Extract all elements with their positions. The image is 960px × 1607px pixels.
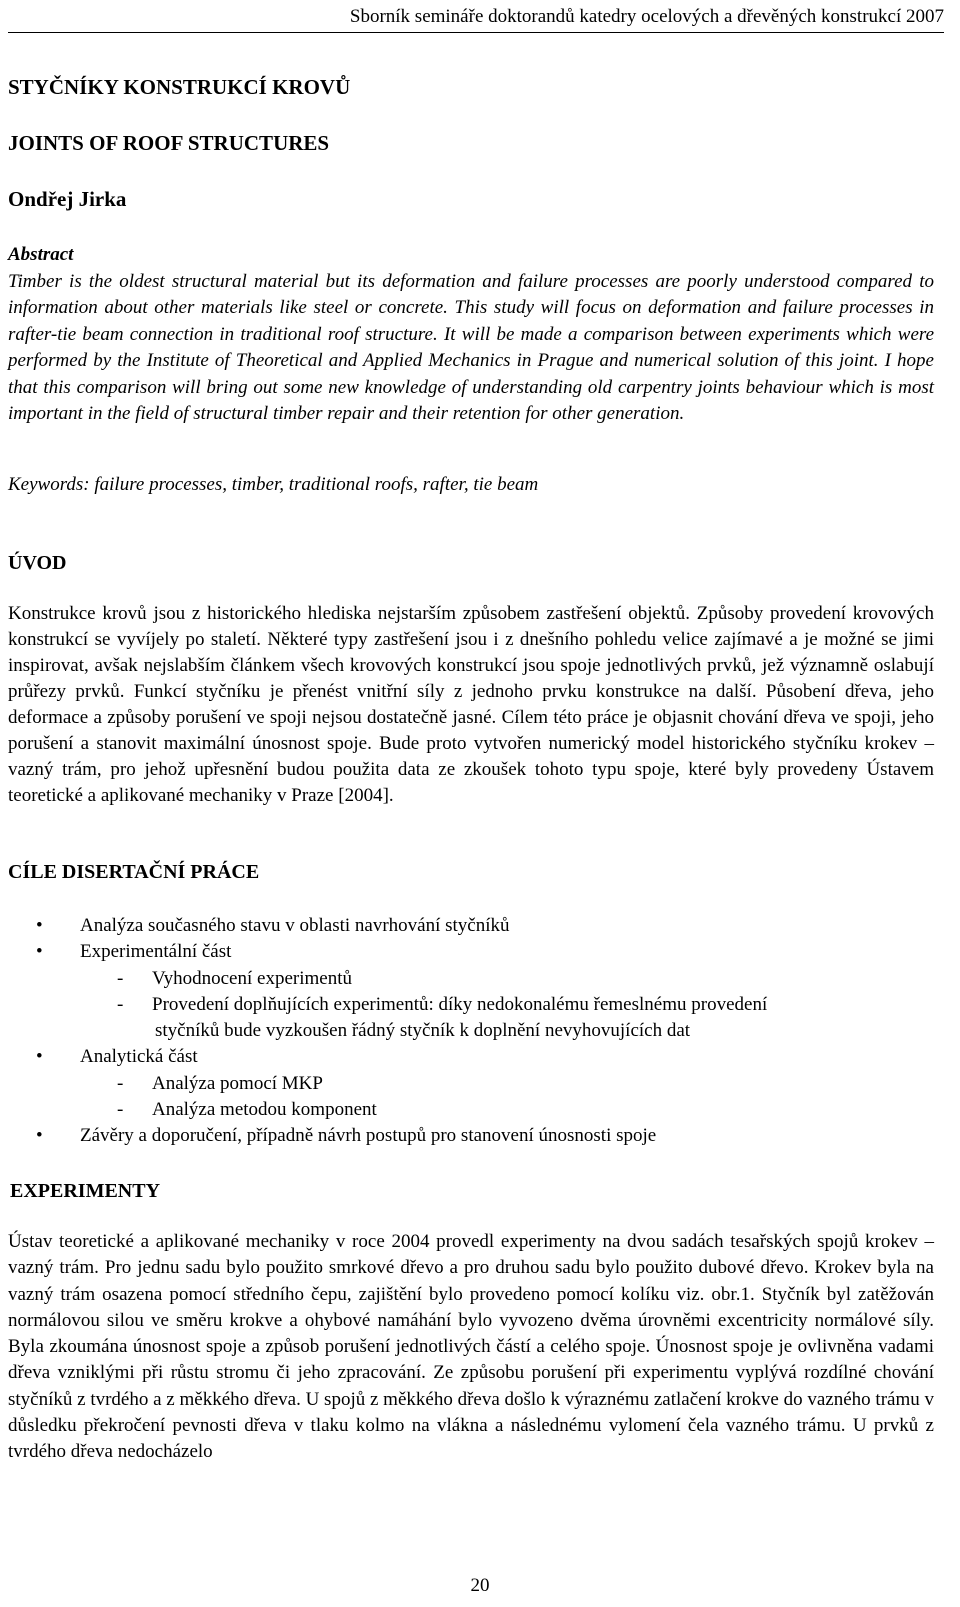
dash-marker: - (117, 1099, 124, 1121)
abstract-heading: Abstract (8, 244, 74, 265)
list-item-text: Závěry a doporučení, případně návrh postupů pro stanovení únosnosti spoje (80, 1125, 657, 1147)
section-text-experimenty: Ústav teoretické a aplikované mechaniky v roce 2004 provedl experimenty na dvou sadách tesařských spojů krokev – vazný trám. Pro jednu sadu bylo použito smrkové dřevo a pro druhou sadu bylo použito dubové dřevo. Krokev byla na vazný trám osazena pomocí středního čepu, zajištění bylo provedeno pomocí kolíku viz. obr.1. Styčník byl zatěžován normálovou silou ve směru krokve a ohybové namáhání bylo vyvozeno dvěma úrovněmi excentricity normálové síly. Byla zkoumána únosnost spoje a způsob porušení jednotlivých částí a celého spoje. Únosnost spoje je ovlivněna vadami dřeva vzniklými při růstu stromu či jeho zpracování. Ze způsobu porušení při experimentu vyplývá rozdílné chování styčníků z tvrdého a z měkkého dřeva. U spojů z měkkého dřeva došlo k výraznému zatlačení krokve do vazného trámu v důsledku překročení pevnosti dřeva v tlaku kolmo na vlákna a následnému vylomení čela vazného trámu. U prvků z tvrdého dřeva nedocházelo (8, 1231, 934, 1463)
dash-marker: - (117, 993, 124, 1015)
bullet-icon: • (36, 1125, 43, 1147)
sub-list-item-text: Analýza pomocí MKP (152, 1072, 323, 1094)
list-item-text: Analytická část (80, 1046, 198, 1068)
section-heading-uvod: ÚVOD (8, 552, 67, 574)
page-number: 20 (470, 1575, 490, 1596)
sub-list-item-text: Analýza metodou komponent (152, 1099, 377, 1121)
bullet-icon: • (36, 941, 43, 963)
sub-list-item-text: Provedení doplňujících experimentů: díky nedokonalému řemeslnému provedení (152, 993, 768, 1015)
sub-list-item-continuation-text: styčníků bude vyzkoušen řádný styčník k doplnění nevyhovujících dat (155, 1020, 691, 1042)
sub-list-item-text: Vyhodnocení experimentů (152, 967, 352, 989)
paper-title-czech: STYČNÍKY KONSTRUKCÍ KROVŮ (8, 75, 351, 99)
abstract-text: Timber is the oldest structural material but its deformation and failure processes are poorly understood compared to information about other materials like steel or concrete. This study will focus on deformation and failure processes in rafter-tie beam connection in traditional roof structure. It will be made a comparison between experiments which were performed by the Institute of Theoretical and Applied Mechanics in Prague and numerical solution of this joint. I hope that this comparison will bring out some new knowledge of understanding old carpentry joints behaviour which is most important in the field of structural timber repair and their retention for other generation. (8, 270, 934, 424)
section-heading-experimenty: EXPERIMENTY (10, 1180, 161, 1202)
list-item (0, 1123, 940, 1149)
section-heading-cile: CÍLE DISERTAČNÍ PRÁCE (8, 861, 260, 883)
list-item-text: Analýza současného stavu v oblasti navrhování styčníků (80, 915, 510, 936)
bullet-icon: • (36, 915, 43, 936)
list-item (0, 939, 940, 965)
paper-title-english: JOINTS OF ROOF STRUCTURES (8, 131, 330, 155)
dash-marker: - (117, 967, 124, 989)
sub-list-item-continuation (0, 1018, 940, 1044)
list-item-text: Experimentální část (80, 941, 232, 963)
sub-list-item (0, 992, 940, 1018)
header-divider (8, 32, 944, 33)
list-item (0, 1044, 940, 1070)
abstract-block (8, 242, 934, 428)
author-name: Ondřej Jirka (8, 187, 127, 211)
list-item (0, 913, 940, 939)
sub-list-item (0, 1071, 940, 1097)
section-text-uvod: Konstrukce krovů jsou z historického hlediska nejstarším způsobem zastřešení objektů. Způsoby provedení krovových konstrukcí se vyvíjely po staletí. Některé typy zastřešení jsou i z dnešního pohledu velice zajímavé a je možné se jimi inspirovat, avšak nejslabším článkem všech krovových konstrukcí jsou spoje jednotlivých prvků, jež významně oslabují průřezy prvků. Funkcí styčníku je přenést vnitřní síly z jednoho prvku konstrukce na další. Působení dřeva, jeho deformace a způsoby porušení ve spoji nejsou dostatečně jasné. Cílem této práce je objasnit chování dřeva ve spoji, jeho porušení a stanovit maximální únosnost spoje. Bude proto vytvořen numerický model historického styčníku krokev – vazný trám, pro jehož upřesnění budou použita data ze zkoušek tohoto typu spoje, které byly provedeny Ústavem teoretické a aplikované mechaniky v Praze [2004]. (8, 603, 934, 806)
sub-list-item (0, 1097, 940, 1123)
running-header: Sborník semináře doktorandů katedry ocelových a dřevěných konstrukcí 2007 (349, 6, 944, 27)
bullet-icon: • (36, 1046, 43, 1068)
goals-list (0, 913, 940, 1150)
sub-list-item (0, 966, 940, 992)
dash-marker: - (117, 1072, 124, 1094)
keywords: Keywords: failure processes, timber, traditional roofs, rafter, tie beam (8, 474, 539, 495)
